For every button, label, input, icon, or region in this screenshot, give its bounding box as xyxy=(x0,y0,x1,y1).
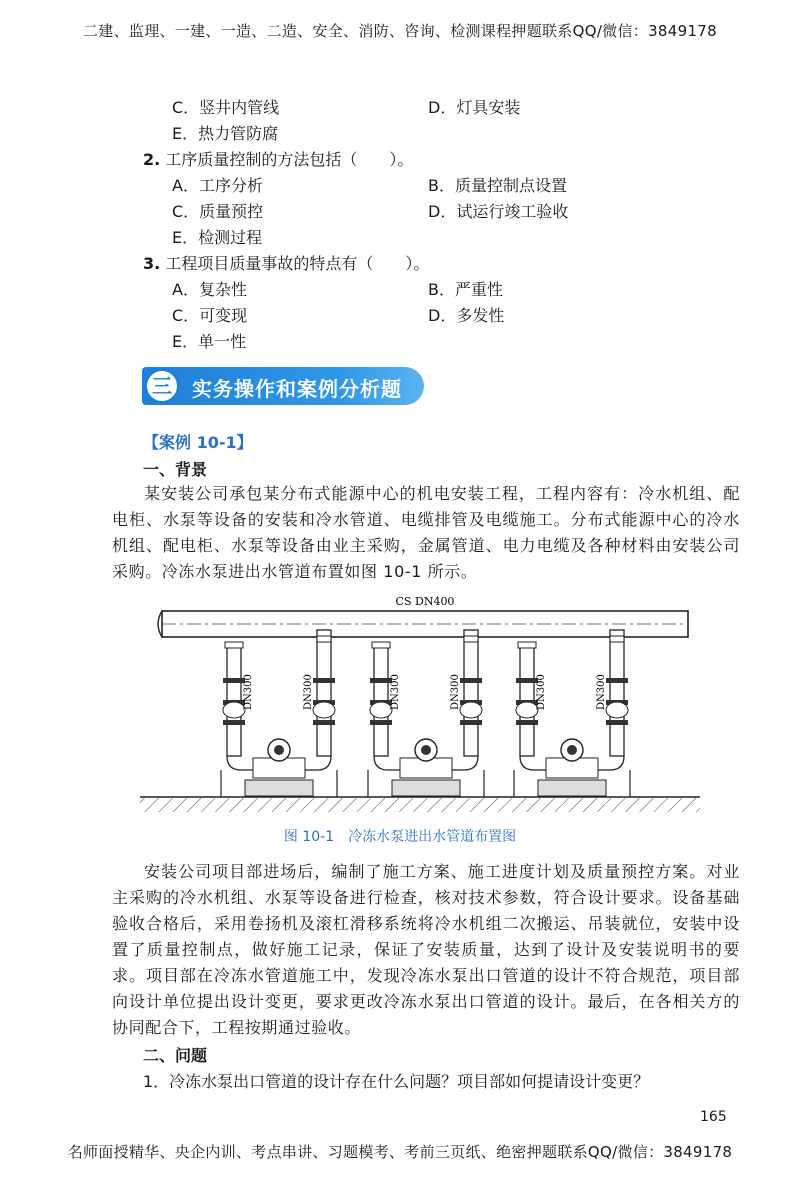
option-e: E．热力管防腐 xyxy=(172,124,279,143)
branch-pipe-label: DN300 xyxy=(303,674,314,710)
question-2 xyxy=(143,147,413,170)
case-title: 【案例 10-1】 xyxy=(143,433,253,452)
question-stem: 工程项目质量事故的特点有（ ）。 xyxy=(165,254,430,273)
pump-unit xyxy=(368,630,484,797)
pump-units xyxy=(221,630,630,797)
figure-caption: 图 10-1 冷冻水泵进出水管道布置图 xyxy=(283,829,517,845)
option-d: D．多发性 xyxy=(428,306,505,325)
option-e: E．单一性 xyxy=(172,332,247,351)
branch-pipe-label: DN300 xyxy=(536,674,547,710)
section-title: 实务操作和案例分析题 xyxy=(192,377,402,401)
question-number: 2. xyxy=(143,150,161,169)
option-a: A．复杂性 xyxy=(172,280,247,299)
page-footer-ad: 名师面授精华、央企内训、考点串讲、习题模考、考前三页纸、绝密押题联系QQ/微信：3849178 xyxy=(67,1143,733,1161)
background-paragraph: 某安装公司承包某分布式能源中心的机电安装工程，工程内容有：冷水机组、配电柜、水泵等设备的安装和冷水管道、电缆排管及电缆施工。分布式能源中心的冷水机组、配电柜、水泵等设备由业主采购，金属管道、电力电缆及各种材料由安装公司采购。冷冻水泵进出水管道布置如图 10-1 所示。 xyxy=(112,484,740,581)
questions-heading: 二、问题 xyxy=(143,1046,208,1065)
pump-unit xyxy=(514,630,630,797)
page-header-ad: 二建、监理、一建、一造、二造、安全、消防、咨询、检测课程押题联系QQ/微信：3849178 xyxy=(83,22,717,40)
background-heading: 一、背景 xyxy=(143,460,208,479)
option-e: E．检测过程 xyxy=(172,228,263,247)
question-3 xyxy=(143,251,429,274)
page-number: 165 xyxy=(700,1109,727,1125)
question-stem: 工序质量控制的方法包括（ ）。 xyxy=(165,150,414,169)
branch-pipe-label: DN300 xyxy=(450,674,461,710)
branch-pipe-label: DN300 xyxy=(243,674,254,710)
option-d: D．试运行竣工验收 xyxy=(428,202,569,221)
option-a: A．工序分析 xyxy=(172,176,263,195)
branch-pipe-label: DN300 xyxy=(596,674,607,710)
option-d: D．灯具安装 xyxy=(428,98,521,117)
question-number: 3. xyxy=(143,254,161,273)
option-c: C．可变现 xyxy=(172,306,248,325)
main-pipe-label: CS DN400 xyxy=(395,595,455,608)
branch-pipe-label: DN300 xyxy=(390,674,401,710)
option-b: B．质量控制点设置 xyxy=(428,176,567,195)
case-paragraph: 安装公司项目部进场后，编制了施工方案、施工进度计划及质量预控方案。对业主采购的冷水机组、水泵等设备进行检查，核对技术参数，符合设计要求。设备基础验收合格后，采用卷扬机及滚杠滑移系统将冷水机组二次搬运、吊装就位，安装中设置了质量控制点，做好施工记录，保证了安装质量，达到了设计及安装说明书的要求。项目部在冷冻水管道施工中，发现冷冻水泵出口管道的设计不符合规范，项目部向设计单位提出设计变更，要求更改冷冻水泵出口管道的设计。最后，在各相关方的协同配合下，工程按期通过验收。 xyxy=(112,862,740,1037)
pump-piping-diagram xyxy=(140,590,700,825)
option-c: C．竖井内管线 xyxy=(172,98,280,117)
pump-unit xyxy=(221,630,337,797)
option-b: B．严重性 xyxy=(428,280,503,299)
section-number-badge: 三 xyxy=(145,369,179,403)
question-1: 1．冷冻水泵出口管道的设计存在什么问题？项目部如何提请设计变更？ xyxy=(143,1072,650,1091)
option-c: C．质量预控 xyxy=(172,202,264,221)
